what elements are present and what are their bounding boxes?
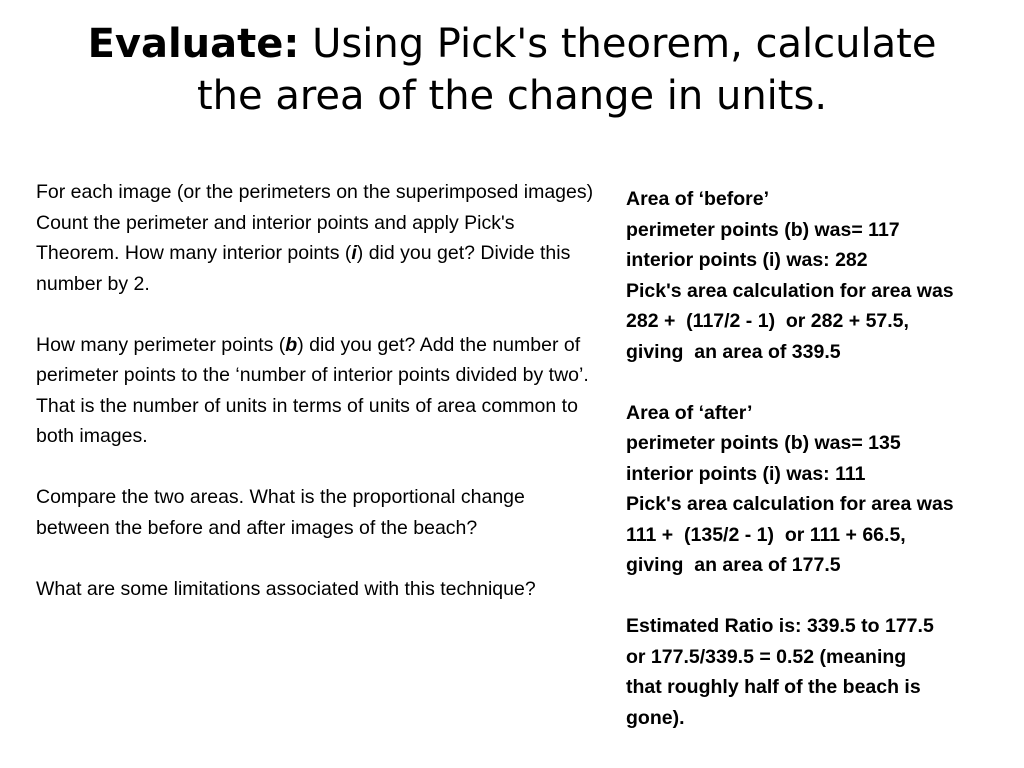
title-line-2: the area of the change in units. [196,73,828,119]
p2-variable: b [285,333,298,356]
p1-text-b: ) did you get? Divide this number by 2. [36,242,571,295]
before-line: interior points (i) was: 282 [626,249,868,271]
after-line: 111 + (135/2 - 1) or 111 + 66.5, [626,523,906,546]
ratio-line: or 177.5/339.5 = 0.52 (meaning [626,645,907,668]
instruction-paragraph-2 [36,330,596,452]
before-line: Pick's area calculation for area was [626,279,954,302]
p2-text-b: ) did you get? Add the number of perimeter points to the ‘number of interior points divided by two’. That is the number of units in terms of units of area common to both images. [36,333,589,447]
p1-text-a: For each image (or the perimeters on the superimposed images) Count the perimeter and interior points and apply Pick's Theorem. How many interior points ( [36,181,594,264]
before-line: giving an area of 339.5 [626,340,841,363]
p1-variable: i [351,242,357,264]
ratio-block [626,611,1006,733]
ratio-line: Estimated Ratio is: 339.5 to 177.5 [626,615,934,637]
after-line: Pick's area calculation for area was [626,493,954,515]
after-line: Area of ‘after’ [626,401,753,424]
before-line: 282 + (117/2 - 1) or 282 + 57.5, [626,310,909,332]
p2-text-a: How many perimeter points ( [36,333,286,356]
title-lead: Evaluate: [87,21,300,67]
after-line: perimeter points (b) was= 135 [626,432,901,454]
ratio-line: gone). [626,706,685,729]
instruction-paragraph-4: What are some limitations associated with this technique? [36,577,536,600]
after-line: interior points (i) was: 111 [626,462,866,485]
instruction-paragraph-1 [36,177,596,299]
after-block [626,398,1006,581]
instruction-paragraph-3: Compare the two areas. What is the proportional change between the before and after images of the beach? [36,486,525,539]
slide-title [40,18,984,122]
results-column [626,184,1006,733]
instructions-column [36,177,596,604]
title-line-1-text: Using Pick's theorem, calculate [299,21,937,67]
before-block [626,184,1006,367]
before-line: Area of ‘before’ [626,188,770,210]
title-line-1 [40,18,984,70]
before-line: perimeter points (b) was= 117 [626,218,900,241]
ratio-line: that roughly half of the beach is [626,676,921,698]
after-line: giving an area of 177.5 [626,554,841,576]
